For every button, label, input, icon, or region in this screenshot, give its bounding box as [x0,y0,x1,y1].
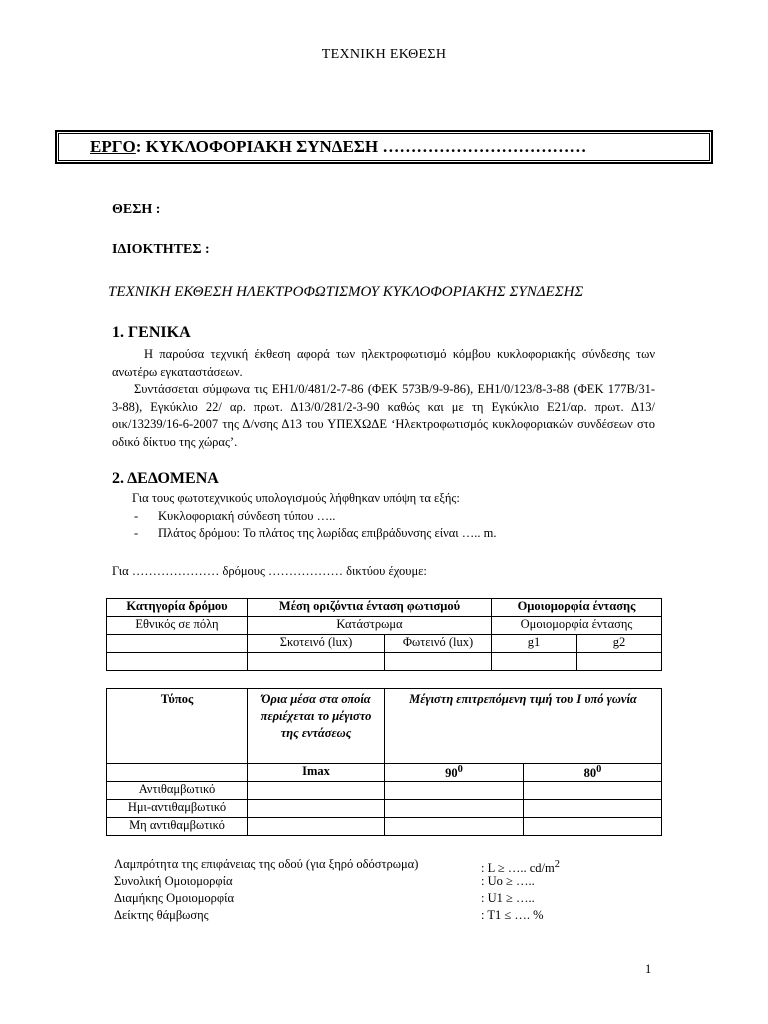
table-cell: Σκοτεινό (lux) [248,635,385,653]
road-category-table [106,598,662,671]
project-value: : ΚΥΚΛΟΦΟΡΙΑΚΗ ΣΥΝΔΕΣΗ ……………………………… [135,137,587,156]
table-cell: Μη αντιθαμβωτικό [107,818,248,836]
table-cell [577,653,662,671]
angle-value: 90 [445,766,458,781]
table-subheader: Imax [248,764,385,782]
document-title: ΤΕΧΝΙΚΗ ΕΚΘΕΣΗ [321,47,447,62]
table-cell: Φωτεινό (lux) [385,635,492,653]
angle-value: 80 [583,766,597,781]
table-cell [524,800,662,818]
section2-body [112,490,655,543]
requirement-value-text: : L ≥ ….. cd/m [481,861,555,876]
section2-heading: 2. ΔΕΔΟΜΕΝΑ [112,470,219,487]
requirement-label: Συνολική Ομοιομορφία [114,874,233,888]
table-cell: Ημι-αντιθαμβωτικό [107,800,248,818]
table-subheader [524,764,662,782]
table-header: Κατηγορία δρόμου [107,599,248,617]
luminance-requirements [114,856,594,924]
bullet-text: - Κυκλοφοριακή σύνδεση τύπου ….. [158,508,336,523]
requirement-value: : U1 ≥ ….. [481,891,535,905]
table-cell [385,782,524,800]
table-header: Μέγιστη επιτρεπόμενη τιμή του Ι υπό γωνία [385,689,662,764]
requirement-row [114,890,594,907]
table-header [107,764,248,782]
table-subheader [385,764,524,782]
requirement-row [114,856,594,876]
requirement-value: : T1 ≤ …. % [481,908,544,922]
requirement-row [114,907,594,924]
luminaire-type-table [106,688,662,836]
table-cell [385,818,524,836]
section1-paragraph-2: Συντάσσεται σύμφωνα τις ΕΗ1/0/481/2-7-86 (ΦΕΚ 573Β/9-9-86), ΕΗ1/0/123/8-3-88 (ΦΕΚ 177Β/31-3-88), Εγκύκλιο 22/ αρ. πρωτ. Δ13/0/281/2-3-90 καθώς και με τη Εγκύκλιο Ε21/αρ. πρωτ. Δ13/οικ/13239/16-6-2007 της Δ/νσης Δ13 του ΥΠΕΧΩΔΕ ‘Ηλεκτροφωτισμός κυκλοφοριακών συνδέσεων στο οδικό δίκτυο της χώρας’. [112,382,655,449]
table-cell: g2 [577,635,662,653]
report-subtitle: ΤΕΧΝΙΚΗ ΕΚΘΕΣΗ ΗΛΕΚΤΡΟΦΩΤΙΣΜΟΥ ΚΥΚΛΟΦΟΡΙΑΚΗΣ ΣΥΝΔΕΣΗΣ [108,284,584,300]
table-cell [385,653,492,671]
section1-heading: 1. ΓΕΝΙΚΑ [112,324,191,341]
section1-body [112,346,655,451]
location-label: ΘΕΣΗ : [112,202,161,217]
table-cell: Αντιθαμβωτικό [107,782,248,800]
project-label: ΕΡΓΟ [90,137,136,156]
requirement-label: Δείκτης θάμβωσης [114,908,209,922]
table-cell [385,800,524,818]
table-header: Ομοιομορφία έντασης [492,599,662,617]
table-header: Μέση οριζόντια ένταση φωτισμού [248,599,492,617]
table-cell [248,800,385,818]
degree-superscript: 0 [457,764,463,775]
requirement-label: Διαμήκης Ομοιομορφία [114,891,235,905]
table-cell [107,635,248,653]
requirement-row [114,873,594,890]
degree-superscript: 0 [596,764,602,775]
table-cell [248,818,385,836]
table-cell [248,653,385,671]
table-header: Όρια μέσα στα οποία περιέχεται το μέγιστο της εντάσεως [248,689,385,764]
table-cell: g1 [492,635,577,653]
table-cell: Εθνικός σε πόλη [107,617,248,635]
bullet-item [112,508,655,526]
bullet-item [112,525,655,543]
section2-intro: Για τους φωτοτεχνικούς υπολογισμούς λήφθηκαν υπόψη τα εξής: [132,491,460,505]
project-title [90,137,586,157]
road-type-line: Για ………………… δρόμους ……………… δικτύου έχουμε: [112,564,427,578]
table-cell: Κατάστρωμα [248,617,492,635]
table-cell [524,818,662,836]
unit-superscript: 2 [554,859,560,870]
table-cell [248,782,385,800]
section1-paragraph-1: Η παρούσα τεχνική έκθεση αφορά των ηλεκτροφωτισμό κόμβου κυκλοφοριακής σύνδεσης των ανωτέρω εγκαταστάσεων. [112,347,655,379]
table-header: Τύπος [107,689,248,764]
owners-label: ΙΔΙΟΚΤΗΤΕΣ : [112,242,210,257]
table-cell [524,782,662,800]
page-number: 1 [645,962,652,976]
table-cell [107,653,248,671]
bullet-text: - Πλάτος δρόμου: Το πλάτος της λωρίδας επιβράδυνσης είναι ….. m. [158,526,497,540]
requirement-value: : Uo ≥ ….. [481,874,535,888]
table-cell [492,653,577,671]
table-cell: Ομοιομορφία έντασης [492,617,662,635]
requirement-label: Λαμπρότητα της επιφάνειας της οδού (για ξηρό οδόστρωμα) [114,857,419,871]
